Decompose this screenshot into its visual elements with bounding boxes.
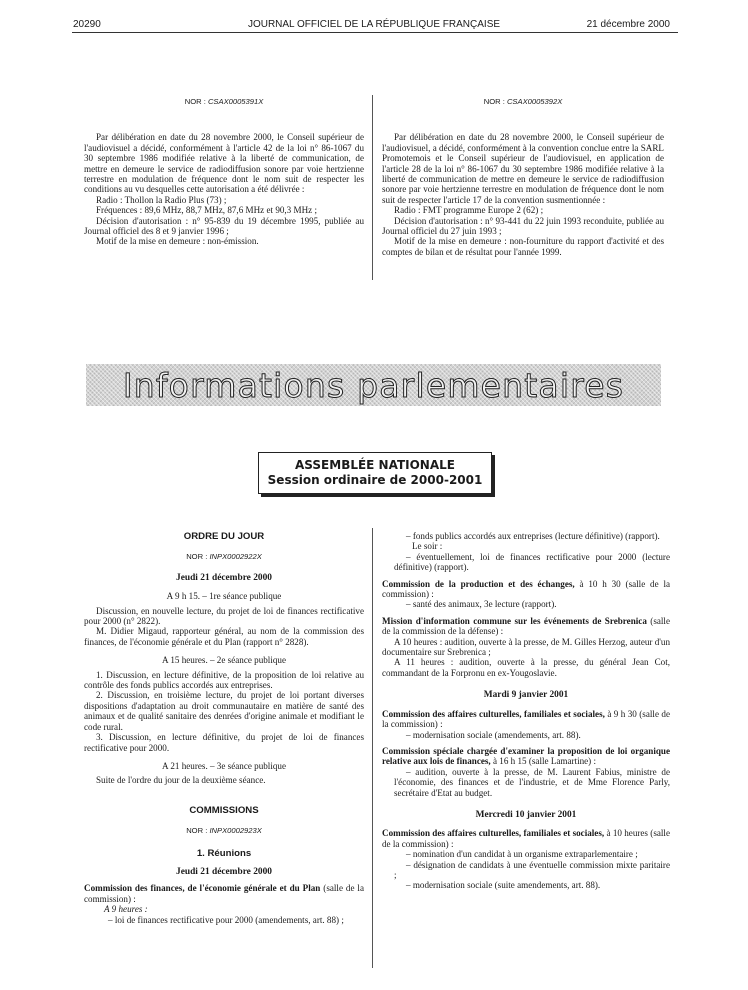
right-column (382, 531, 670, 891)
day-heading: Jeudi 21 décembre 2000 (176, 572, 272, 583)
day-heading: Mercredi 10 janvier 2001 (475, 809, 577, 820)
header-rule (72, 32, 678, 33)
journal-title: JOURNAL OFFICIEL DE LA RÉPUBLIQUE FRANÇAISE (247, 19, 501, 30)
nor-line: NOR : CSAX0005392X (483, 97, 563, 106)
seance-heading: A 15 heures. – 2e séance publique (162, 655, 286, 666)
agenda-paragraph: 3. Discussion, en lecture définitive, du projet de loi de finances rectificative pour 2000. (84, 732, 364, 753)
nor-line: NOR : INPX0002923X (186, 826, 262, 836)
nor-line: NOR : CSAX0005391X (184, 97, 264, 106)
agenda-paragraph: Discussion, en nouvelle lecture, du projet de loi de finances rectificative pour 2000 (n° 2822). (84, 605, 364, 627)
section-banner (86, 364, 661, 406)
seance-heading: A 21 heures. – 3e séance publique (162, 760, 286, 771)
banner-title: Informations parlementaires (122, 366, 625, 405)
assembly-title: ASSEMBLÉE NATIONALE (295, 458, 455, 472)
le-soir: Le soir : (412, 541, 443, 552)
page-number: 20290 (73, 19, 101, 30)
agenda-item: – désignation de candidats à une éventuelle commission mixte paritaire ; (394, 859, 670, 880)
notice-paragraph: Par délibération en date du 28 novembre 2000, le Conseil supérieur de l'audiovisuel a décidé, conformément à l'article 42 de la loi n° 86-1067 du 30 septembre 1986 modifiée relative à la liberté de communication, de mettre en demeure le service de radiodiffusion sonore par voie hertzienne terrestre en modulation de fréquence dont le nom suit de respecter les conditions au vu desquelles cette autorisation a été délivrée : (84, 132, 364, 195)
commissions-title: COMMISSIONS (189, 804, 259, 816)
notice-motif: Motif de la mise en demeure : non-fourniture du rapport d'activité et des comptes de bilan et de résultat pour l'année 1999. (382, 236, 664, 257)
day-heading: Mardi 9 janvier 2001 (483, 690, 569, 701)
column-separator (372, 95, 373, 280)
commission-entry: Commission des affaires culturelles, familiales et sociales, à 10 heures (salle de la commission) : (382, 828, 670, 849)
commission-entry: Commission des affaires culturelles, familiales et sociales, à 9 h 30 (salle de la commission) : (382, 708, 670, 730)
notice-paragraph: Par délibération en date du 28 novembre 2000, le Conseil supérieur de l'audiovisuel, a décidé, conformément à la convention conclue entre la SARL Promotemois et le Conseil supérieur de l'audiovisuel, en application de l'article 28 de la loi n° 86-1067 du 30 septembre 1986 modifiée relative à la liberté de communication de mettre en demeure le service de radiodiffusion sonore par voie hertzienne terrestre en modulation de fréquence dont le nom suit de respecter l'article 17 de la convention susmentionnée : (382, 132, 664, 205)
day-heading: Jeudi 21 décembre 2000 (176, 866, 272, 877)
time-line: A 9 heures : (104, 904, 148, 915)
assembly-box (258, 452, 492, 494)
seance-heading: A 9 h 15. – 1re séance publique (166, 591, 282, 602)
left-column (84, 532, 364, 925)
agenda-item: – santé des animaux, 3e lecture (rapport). (406, 599, 557, 610)
notice-radio: Radio : Thollon la Radio Plus (73) ; (96, 194, 227, 205)
commission-entry: Commission des finances, de l'économie générale et du Plan (salle de la commission) : (84, 883, 364, 904)
agenda-paragraph: 1. Discussion, en lecture définitive, de la proposition de loi relative au contrôle des fonds publics accordés aux entreprises. (84, 669, 364, 691)
notice-left (84, 97, 364, 247)
agenda-paragraph: Suite de l'ordre du jour de la deuxième séance. (96, 775, 266, 786)
reunions-heading: 1. Réunions (196, 847, 252, 859)
notice-radio: Radio : FMT programme Europe 2 (62) ; (394, 205, 544, 216)
agenda-item: – modernisation sociale (amendements, art. 88). (406, 729, 581, 740)
header-date: 21 décembre 2000 (586, 19, 670, 30)
notice-right (382, 97, 664, 257)
agenda-item: – nomination d'un candidat à un organisme extraparlementaire ; (406, 849, 638, 860)
agenda-paragraph: M. Didier Migaud, rapporteur général, au nom de la commission des finances, de l'économie générale et du Plan (rapport n° 2828). (84, 626, 364, 647)
notice-frequences: Fréquences : 89,6 MHz, 88,7 MHz, 87,6 MHz et 90,3 MHz ; (96, 205, 317, 216)
agenda-item: – audition, ouverte à la presse, de M. Laurent Fabius, ministre de l'économie, des finances et de l'industrie, et de Mme Florence Parly, secrétaire d'Etat au budget. (394, 766, 670, 798)
commission-entry: Mission d'information commune sur les événements de Srebrenica (salle de la commission de la défense) : (382, 615, 670, 637)
agenda-item: – modernisation sociale (suite amendements, art. 88). (406, 880, 601, 891)
notice-decision: Décision d'autorisation : n° 95-839 du 19 décembre 1995, publiée au Journal officiel des 8 et 9 janvier 1996 ; (84, 215, 364, 237)
agenda-item: – fonds publics accordés aux entreprises (lecture définitive) (rapport). (406, 531, 660, 541)
agenda-paragraph: A 10 heures : audition, ouverte à la presse, de M. Gilles Herzog, auteur d'un documentaire sur Srebrenica ; (382, 636, 670, 658)
agenda-item: – loi de finances rectificative pour 2000 (amendements, art. 88) ; (108, 914, 344, 925)
ordre-du-jour-title: ORDRE DU JOUR (183, 531, 265, 542)
agenda-paragraph: 2. Discussion, en troisième lecture, du projet de loi portant diverses dispositions d'adaptation au droit communautaire en matière de santé des animaux et de qualité sanitaire des denrées d'origine animale et modifiant le code rural. (84, 690, 364, 732)
commission-entry: Commission de la production et des échanges, à 10 h 30 (salle de la commission) : (382, 578, 671, 600)
nor-line: NOR : INPX0002922X (186, 552, 262, 562)
notice-decision: Décision d'autorisation : n° 93-441 du 22 juin 1993 reconduite, publiée au Journal officiel du 27 juin 1993 ; (382, 215, 664, 237)
agenda-paragraph: A 11 heures : audition, ouverte à la presse, du général Jean Cot, commandant de la Forpronu en ex-Yougoslavie. (382, 657, 670, 678)
agenda-item: – éventuellement, loi de finances rectificative pour 2000 (lecture définitive) (rapport). (394, 551, 670, 573)
column-separator (372, 528, 373, 968)
notice-motif: Motif de la mise en demeure : non-émission. (96, 236, 259, 247)
session-title: Session ordinaire de 2000-2001 (267, 473, 483, 487)
commission-entry: Commission spéciale chargée d'examiner la proposition de loi organique relative aux lois de finances, à 16 h 15 (salle Lamartine) : (382, 745, 670, 767)
